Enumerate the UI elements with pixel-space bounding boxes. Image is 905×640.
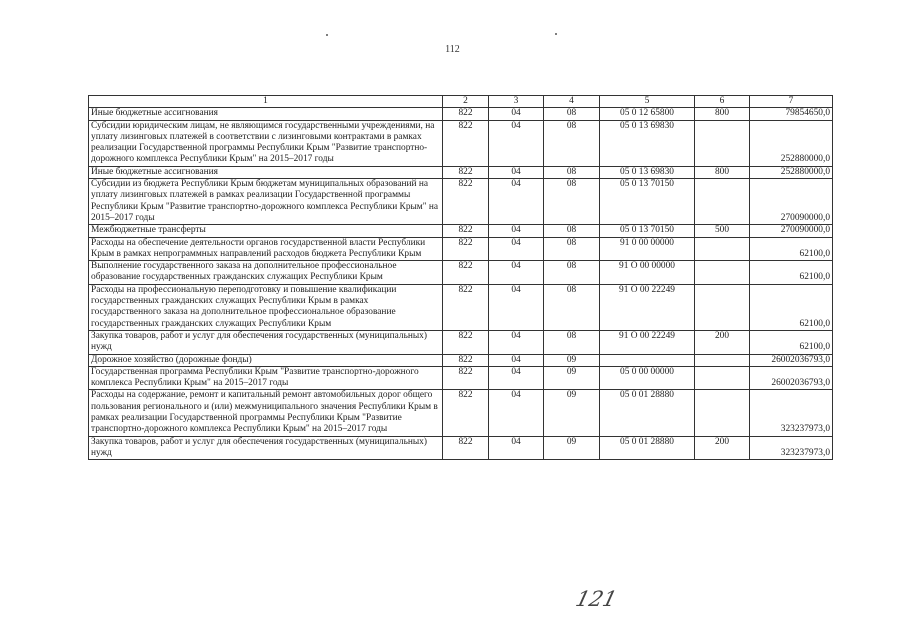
section-code-cell: 04 — [489, 166, 544, 178]
amount-cell: 79854650,0 — [750, 108, 833, 120]
expense-type-cell — [695, 120, 750, 166]
amount-cell: 62100,0 — [750, 261, 833, 285]
grbs-code-cell: 822 — [443, 225, 489, 237]
expense-type-cell: 500 — [695, 225, 750, 237]
expense-name-cell: Государственная программа Республики Крым "Развитие транспортно-дорожного комплекса Республики Крым" на 2015–2017 годы — [89, 366, 443, 390]
subsection-code-cell: 08 — [544, 120, 600, 166]
amount-cell: 62100,0 — [750, 237, 833, 261]
table-row — [89, 354, 833, 366]
expense-type-cell: 800 — [695, 108, 750, 120]
grbs-code-cell: 822 — [443, 436, 489, 460]
section-code-cell: 04 — [489, 436, 544, 460]
target-article-cell: 91 О 00 00000 — [600, 261, 695, 285]
target-article-cell: 05 0 01 28880 — [600, 436, 695, 460]
section-code-cell: 04 — [489, 330, 544, 354]
grbs-code-cell: 822 — [443, 108, 489, 120]
column-number: 6 — [695, 96, 750, 108]
expense-name-cell: Субсидии юридическим лицам, не являющимся государственными учреждениями, на уплату лизинговых платежей в соответствии с лизинговыми контрактами в рамках реализации Государственной программы Республики Крым "Развитие транспортно-дорожного комплекса Республики Крым" на 2015–2017 годы — [89, 120, 443, 166]
target-article-cell: 05 0 13 69830 — [600, 120, 695, 166]
amount-cell: 62100,0 — [750, 284, 833, 330]
expense-name-cell: Иные бюджетные ассигнования — [89, 108, 443, 120]
grbs-code-cell: 822 — [443, 354, 489, 366]
page-number: 112 — [445, 44, 460, 55]
subsection-code-cell: 08 — [544, 166, 600, 178]
subsection-code-cell: 09 — [544, 354, 600, 366]
expense-name-cell: Субсидии из бюджета Республики Крым бюджетам муниципальных образований на уплату лизинговых платежей в рамках реализации Государственной программы Республики Крым "Развитие транспортно-дорожного комплекса Республики Крым" на 2015–2017 годы — [89, 179, 443, 225]
table-row — [89, 225, 833, 237]
target-article-cell: 05 0 00 00000 — [600, 366, 695, 390]
table-row — [89, 366, 833, 390]
target-article-cell — [600, 354, 695, 366]
amount-cell: 323237973,0 — [750, 436, 833, 460]
amount-cell: 270090000,0 — [750, 179, 833, 225]
table-row — [89, 436, 833, 460]
amount-cell: 62100,0 — [750, 330, 833, 354]
expense-type-cell — [695, 261, 750, 285]
table-row — [89, 284, 833, 330]
target-article-cell: 05 0 13 70150 — [600, 179, 695, 225]
amount-cell: 323237973,0 — [750, 390, 833, 436]
section-code-cell: 04 — [489, 179, 544, 225]
subsection-code-cell: 08 — [544, 330, 600, 354]
grbs-code-cell: 822 — [443, 166, 489, 178]
amount-cell: 26002036793,0 — [750, 366, 833, 390]
section-code-cell: 04 — [489, 261, 544, 285]
expense-name-cell: Закупка товаров, работ и услуг для обеспечения государственных (муниципальных) нужд — [89, 436, 443, 460]
grbs-code-cell: 822 — [443, 284, 489, 330]
section-code-cell: 04 — [489, 225, 544, 237]
section-code-cell: 04 — [489, 237, 544, 261]
grbs-code-cell: 822 — [443, 237, 489, 261]
subsection-code-cell: 08 — [544, 261, 600, 285]
expense-name-cell: Расходы на профессиональную переподготовку и повышение квалификации государственных гражданских служащих Республики Крым в рамках государственного заказа на дополнительное профессиональное образование государственных гражданских служащих Республики Крым — [89, 284, 443, 330]
subsection-code-cell: 08 — [544, 108, 600, 120]
column-number: 5 — [600, 96, 695, 108]
table-row — [89, 390, 833, 436]
expense-type-cell — [695, 390, 750, 436]
subsection-code-cell: 08 — [544, 237, 600, 261]
amount-cell: 270090000,0 — [750, 225, 833, 237]
expense-type-cell — [695, 237, 750, 261]
table-row — [89, 166, 833, 178]
grbs-code-cell: 822 — [443, 330, 489, 354]
column-number: 4 — [544, 96, 600, 108]
subsection-code-cell: 09 — [544, 436, 600, 460]
amount-cell: 252880000,0 — [750, 166, 833, 178]
target-article-cell: 91 О 00 22249 — [600, 284, 695, 330]
target-article-cell: 05 0 12 65800 — [600, 108, 695, 120]
section-code-cell: 04 — [489, 108, 544, 120]
amount-cell: 252880000,0 — [750, 120, 833, 166]
expense-name-cell: Межбюджетные трансферты — [89, 225, 443, 237]
expense-type-cell — [695, 354, 750, 366]
amount-cell: 26002036793,0 — [750, 354, 833, 366]
expense-name-cell: Выполнение государственного заказа на дополнительное профессиональное образование государственных гражданских служащих Республики Крым — [89, 261, 443, 285]
grbs-code-cell: 822 — [443, 120, 489, 166]
table-row — [89, 237, 833, 261]
column-number: 3 — [489, 96, 544, 108]
section-code-cell: 04 — [489, 390, 544, 436]
table-row — [89, 120, 833, 166]
target-article-cell: 05 0 13 69830 — [600, 166, 695, 178]
column-number: 1 — [89, 96, 443, 108]
budget-table — [88, 95, 833, 460]
expense-name-cell: Расходы на содержание, ремонт и капитальный ремонт автомобильных дорог общего пользования регионального и (или) межмуниципального значения Республики Крым в рамках реализации Государственной программы Республики Крым "Развитие транспортно-дорожного комплекса Республики Крым" на 2015–2017 годы — [89, 390, 443, 436]
subsection-code-cell: 08 — [544, 284, 600, 330]
column-number-row — [89, 96, 833, 108]
expense-name-cell: Расходы на обеспечение деятельности органов государственной власти Республики Крым в рамках непрограммных направлений расходов бюджета Республики Крым — [89, 237, 443, 261]
section-code-cell: 04 — [489, 354, 544, 366]
table-row — [89, 261, 833, 285]
column-number: 7 — [750, 96, 833, 108]
expense-name-cell: Закупка товаров, работ и услуг для обеспечения государственных (муниципальных) нужд — [89, 330, 443, 354]
expense-type-cell: 200 — [695, 330, 750, 354]
section-code-cell: 04 — [489, 366, 544, 390]
table-row — [89, 179, 833, 225]
expense-type-cell: 200 — [695, 436, 750, 460]
grbs-code-cell: 822 — [443, 261, 489, 285]
section-code-cell: 04 — [489, 120, 544, 166]
target-article-cell: 91 0 00 00000 — [600, 237, 695, 261]
expense-type-cell: 800 — [695, 166, 750, 178]
expense-type-cell — [695, 366, 750, 390]
table-body — [89, 96, 833, 460]
column-number: 2 — [443, 96, 489, 108]
section-code-cell: 04 — [489, 284, 544, 330]
target-article-cell: 05 0 01 28880 — [600, 390, 695, 436]
subsection-code-cell: 09 — [544, 390, 600, 436]
grbs-code-cell: 822 — [443, 366, 489, 390]
subsection-code-cell: 08 — [544, 225, 600, 237]
target-article-cell: 05 0 13 70150 — [600, 225, 695, 237]
expense-type-cell — [695, 179, 750, 225]
grbs-code-cell: 822 — [443, 390, 489, 436]
target-article-cell: 91 О 00 22249 — [600, 330, 695, 354]
grbs-code-cell: 822 — [443, 179, 489, 225]
expense-name-cell: Дорожное хозяйство (дорожные фонды) — [89, 354, 443, 366]
subsection-code-cell: 09 — [544, 366, 600, 390]
expense-name-cell: Иные бюджетные ассигнования — [89, 166, 443, 178]
scan-dot-right — [555, 33, 557, 35]
subsection-code-cell: 08 — [544, 179, 600, 225]
table-row — [89, 108, 833, 120]
expense-type-cell — [695, 284, 750, 330]
handwritten-page-number — [573, 584, 620, 614]
table-row — [89, 330, 833, 354]
scan-dot-left — [326, 34, 328, 36]
handwritten-number-text: 121 — [573, 587, 620, 612]
